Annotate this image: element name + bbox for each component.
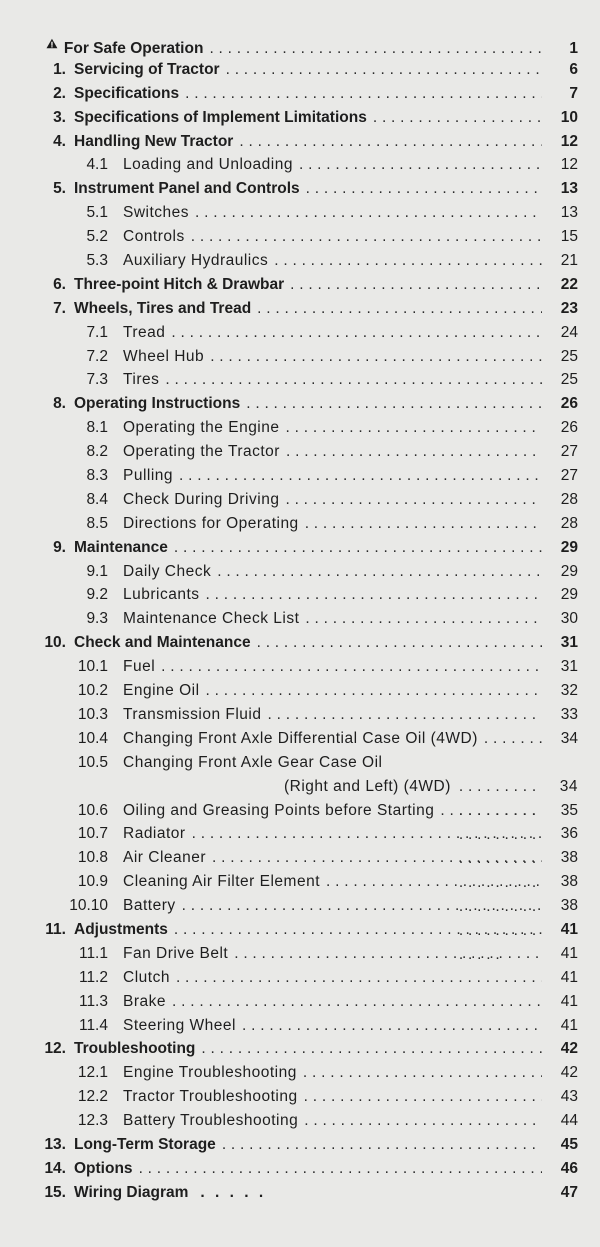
toc-number: 10.10 bbox=[69, 897, 108, 915]
toc-subsection-row bbox=[0, 225, 600, 249]
toc-page-number: 6 bbox=[569, 60, 578, 78]
toc-title: Wheel Hub bbox=[123, 347, 205, 365]
dot-leader bbox=[299, 153, 542, 177]
toc-number: 8.3 bbox=[86, 467, 108, 485]
dot-leader bbox=[226, 58, 542, 82]
toc-number: 12. bbox=[44, 1040, 66, 1058]
dot-leader bbox=[185, 82, 542, 106]
toc-section-row bbox=[0, 1037, 600, 1061]
toc-title: Lubricants bbox=[123, 586, 200, 604]
toc-page-number: 32 bbox=[560, 682, 578, 700]
dot-leader bbox=[304, 1109, 542, 1133]
dot-leader bbox=[217, 560, 542, 584]
toc-number: 10.8 bbox=[77, 849, 108, 867]
toc-number: 10.6 bbox=[77, 801, 108, 819]
dot-leader bbox=[484, 727, 542, 751]
toc-subsection-row bbox=[0, 1014, 600, 1038]
toc-number: 10. bbox=[44, 634, 66, 652]
toc-number: 11.3 bbox=[78, 992, 108, 1010]
toc-title: Changing Front Axle Differential Case Oil (4WD) bbox=[123, 729, 478, 747]
toc-page-number: 28 bbox=[560, 490, 578, 508]
toc-number: 10.1 bbox=[77, 658, 108, 676]
toc-page-number: 25 bbox=[560, 371, 578, 389]
toc-number: 12.2 bbox=[77, 1088, 108, 1106]
toc-subsection-row bbox=[0, 321, 600, 345]
toc-title: Check and Maintenance bbox=[74, 634, 251, 652]
toc-title: Air Cleaner bbox=[123, 849, 207, 867]
dot-leader bbox=[257, 297, 542, 321]
toc-section-row bbox=[0, 106, 600, 130]
toc-title: Specifications bbox=[74, 84, 180, 102]
toc-subsection-row bbox=[0, 679, 600, 703]
toc-title: Transmission Fluid bbox=[123, 705, 262, 723]
dot-leader bbox=[268, 703, 543, 727]
toc-page-number: 41 bbox=[560, 992, 578, 1010]
toc-title: Engine Troubleshooting bbox=[123, 1064, 297, 1082]
dot-leader bbox=[212, 846, 542, 870]
dot-leader bbox=[174, 536, 542, 560]
toc-title: Maintenance bbox=[74, 538, 168, 556]
toc-title: Servicing of Tractor bbox=[74, 60, 220, 78]
dot-leader bbox=[182, 894, 542, 918]
toc-title: Instrument Panel and Controls bbox=[74, 180, 300, 198]
toc-page-number: 42 bbox=[560, 1040, 578, 1058]
toc-title: Tractor Troubleshooting bbox=[123, 1088, 298, 1106]
toc-page-number: 34 bbox=[559, 777, 578, 795]
toc-page-number: 41 bbox=[560, 920, 578, 938]
toc-section-row bbox=[0, 297, 600, 321]
toc-subsection-row bbox=[0, 751, 600, 775]
toc-number: 8.1 bbox=[86, 419, 108, 437]
toc-section-row bbox=[0, 130, 600, 154]
dot-leader bbox=[303, 1061, 542, 1085]
dot-leader bbox=[192, 822, 542, 846]
dot-leader bbox=[305, 512, 542, 536]
toc-title: Daily Check bbox=[123, 562, 212, 580]
toc-subsection-row bbox=[0, 822, 600, 846]
toc-page-number: 30 bbox=[560, 610, 578, 628]
toc-number: 12.1 bbox=[77, 1064, 108, 1082]
dot-leader bbox=[172, 990, 542, 1014]
toc-title: Tires bbox=[123, 371, 160, 389]
toc-page-number: 38 bbox=[560, 873, 578, 891]
toc-page-number: 23 bbox=[560, 299, 578, 317]
toc-title: Maintenance Check List bbox=[123, 610, 300, 628]
toc-page-number: 1 bbox=[569, 40, 578, 57]
toc-page-number: 25 bbox=[560, 347, 578, 365]
toc-title: Tread bbox=[123, 323, 166, 341]
toc-section-row bbox=[0, 273, 600, 297]
toc-page-number: 29 bbox=[560, 538, 578, 556]
toc-section-row bbox=[0, 918, 600, 942]
toc-section-row bbox=[0, 58, 600, 82]
dot-leader bbox=[306, 177, 542, 201]
toc-number: 8.2 bbox=[86, 443, 108, 461]
dot-leader bbox=[171, 321, 542, 345]
toc-title: Loading and Unloading bbox=[123, 156, 293, 174]
dot-leader bbox=[179, 464, 542, 488]
toc-number: 14. bbox=[44, 1159, 66, 1177]
toc-page-number: 33 bbox=[560, 705, 578, 723]
toc-page-number: 12 bbox=[560, 156, 578, 174]
toc-subsection-row bbox=[0, 416, 600, 440]
toc-title: Fan Drive Belt bbox=[123, 944, 229, 962]
dot-leader bbox=[165, 368, 542, 392]
toc-title: Engine Oil bbox=[123, 682, 200, 700]
toc-title: Clutch bbox=[123, 968, 170, 986]
dot-leader bbox=[139, 1157, 542, 1181]
toc-page-number: 31 bbox=[560, 634, 578, 652]
dot-leader bbox=[285, 488, 542, 512]
toc-title: Directions for Operating bbox=[123, 514, 299, 532]
toc-number: 7.3 bbox=[86, 371, 108, 389]
toc-number: 10.9 bbox=[77, 873, 108, 891]
toc-number: 4. bbox=[53, 132, 66, 150]
toc-title: Wiring Diagram bbox=[74, 1183, 189, 1201]
toc-title: Radiator bbox=[123, 825, 186, 843]
dot-leader bbox=[440, 799, 542, 823]
toc-title: Auxiliary Hydraulics bbox=[123, 252, 269, 270]
toc-title: Three-point Hitch & Drawbar bbox=[74, 275, 285, 293]
toc-title: Long-Term Storage bbox=[74, 1135, 216, 1153]
toc-page-number: 10 bbox=[560, 108, 578, 126]
toc-number: 9.2 bbox=[86, 586, 108, 604]
toc-page-number: 24 bbox=[560, 323, 578, 341]
toc-title: Cleaning Air Filter Element bbox=[123, 873, 320, 891]
toc-number: 8. bbox=[53, 395, 66, 413]
toc-subsection-row bbox=[0, 583, 600, 607]
toc-subsection-row bbox=[0, 1061, 600, 1085]
toc-subsection-row bbox=[0, 870, 600, 894]
toc-number: 2. bbox=[53, 84, 66, 102]
toc-number: 8.5 bbox=[86, 514, 108, 532]
toc-number: 7. bbox=[53, 299, 66, 317]
toc-number: 5.3 bbox=[86, 252, 108, 270]
toc-number: 5.2 bbox=[86, 228, 108, 246]
toc-number: 4.1 bbox=[86, 156, 108, 174]
toc-subsection-row bbox=[0, 655, 600, 679]
toc-page-number: 31 bbox=[560, 658, 578, 676]
toc-number: 7.1 bbox=[86, 323, 108, 341]
dot-leader bbox=[326, 870, 542, 894]
toc-page-number: 41 bbox=[560, 944, 578, 962]
toc-title: Troubleshooting bbox=[74, 1040, 196, 1058]
toc-title: Handling New Tractor bbox=[74, 132, 234, 150]
dot-leader bbox=[161, 655, 542, 679]
toc-subsection-row bbox=[0, 894, 600, 918]
toc-title: Changing Front Axle Gear Case Oil bbox=[123, 753, 383, 771]
toc-number: 9. bbox=[53, 538, 66, 556]
toc-page-number: 7 bbox=[569, 84, 578, 102]
toc-subsection-row bbox=[0, 249, 600, 273]
toc-title: Fuel bbox=[123, 658, 156, 676]
toc-subsection-row bbox=[0, 368, 600, 392]
toc-page-number: 38 bbox=[560, 849, 578, 867]
toc-page-number: 41 bbox=[560, 968, 578, 986]
toc-subsection-row bbox=[0, 488, 600, 512]
toc-page-number: 43 bbox=[560, 1088, 578, 1106]
toc-number: 5.1 bbox=[86, 204, 108, 222]
toc-title-continuation: (Right and Left) (4WD) bbox=[284, 777, 451, 795]
toc-page-number: 44 bbox=[560, 1112, 578, 1130]
toc-subsection-row bbox=[0, 727, 600, 751]
toc-page-number: 41 bbox=[560, 1016, 578, 1034]
dot-leader bbox=[195, 201, 542, 225]
dot-leader bbox=[274, 249, 542, 273]
toc-page-number: 28 bbox=[560, 514, 578, 532]
dot-leader bbox=[210, 345, 542, 369]
toc-number: 8.4 bbox=[86, 490, 108, 508]
dot-leader bbox=[201, 1037, 542, 1061]
dot-leader bbox=[239, 130, 542, 154]
dot-leader bbox=[286, 440, 542, 464]
toc-number: 1. bbox=[53, 60, 66, 78]
dot-leader bbox=[257, 631, 542, 655]
toc-title: Controls bbox=[123, 228, 185, 246]
toc-number: 11.1 bbox=[78, 944, 108, 962]
toc-subsection-row bbox=[0, 345, 600, 369]
toc-subsection-row bbox=[0, 607, 600, 631]
toc-title: Brake bbox=[123, 992, 166, 1010]
dot-leader bbox=[206, 583, 542, 607]
dot-leader bbox=[234, 942, 542, 966]
toc-number: 10.3 bbox=[77, 705, 108, 723]
toc-subsection-row bbox=[0, 440, 600, 464]
toc-number: 12.3 bbox=[77, 1112, 108, 1130]
toc-page-number: 12 bbox=[560, 132, 578, 150]
toc-subsection-row bbox=[0, 703, 600, 727]
dot-leader bbox=[290, 273, 542, 297]
toc-section-row bbox=[0, 34, 600, 58]
toc-number: 10.7 bbox=[77, 825, 108, 843]
toc-number: 5. bbox=[53, 180, 66, 198]
toc-section-row bbox=[0, 1133, 600, 1157]
dot-leader bbox=[191, 225, 542, 249]
toc-subsection-row bbox=[0, 153, 600, 177]
toc-number: 9.3 bbox=[86, 610, 108, 628]
toc-subsection-row bbox=[0, 1085, 600, 1109]
toc-title: Operating Instructions bbox=[74, 395, 241, 413]
dot-leader bbox=[222, 1133, 542, 1157]
toc-number: 15. bbox=[44, 1183, 66, 1201]
toc-number: 6. bbox=[53, 275, 66, 293]
toc-page-number: 21 bbox=[560, 252, 578, 270]
toc-subsection-row bbox=[0, 846, 600, 870]
toc-page-number: 46 bbox=[560, 1159, 578, 1177]
dot-leader bbox=[304, 1085, 542, 1109]
toc-section-row bbox=[0, 631, 600, 655]
toc-page-number: 35 bbox=[560, 801, 578, 819]
toc-title: Operating the Tractor bbox=[123, 443, 280, 461]
toc-title: Operating the Engine bbox=[123, 419, 280, 437]
dot-leader bbox=[373, 106, 542, 130]
toc-title: Wheels, Tires and Tread bbox=[74, 299, 252, 317]
toc-page-number: 47 bbox=[560, 1183, 578, 1201]
toc-number: 10.2 bbox=[77, 682, 108, 700]
toc-subsection-row bbox=[0, 512, 600, 536]
toc-page-number: 45 bbox=[560, 1135, 578, 1153]
warning-icon bbox=[46, 34, 58, 53]
toc-page-number: 29 bbox=[560, 562, 578, 580]
toc-title: Pulling bbox=[123, 467, 174, 485]
toc-number: 3. bbox=[53, 108, 66, 126]
toc-section-row bbox=[0, 1181, 600, 1205]
toc-page-number: 27 bbox=[560, 467, 578, 485]
toc-page-number: 15 bbox=[560, 228, 578, 246]
toc-title: Battery Troubleshooting bbox=[123, 1112, 299, 1130]
toc-title: Oiling and Greasing Points before Starting bbox=[123, 801, 435, 819]
toc-page-number: 42 bbox=[560, 1064, 578, 1082]
toc-section-row bbox=[0, 1157, 600, 1181]
toc-title: Switches bbox=[123, 204, 190, 222]
toc-page-number: 13 bbox=[560, 180, 578, 198]
toc-page-number: 26 bbox=[560, 419, 578, 437]
toc-number: 10.5 bbox=[77, 753, 108, 771]
toc-number: 11.4 bbox=[78, 1016, 108, 1034]
toc-subsection-row bbox=[0, 464, 600, 488]
toc-subsection-row bbox=[0, 990, 600, 1014]
toc-title: Specifications of Implement Limitations bbox=[74, 108, 367, 126]
dot-leader bbox=[305, 607, 542, 631]
toc-number: 11. bbox=[45, 920, 66, 938]
dot-leader bbox=[206, 679, 542, 703]
toc-page-number: 22 bbox=[560, 275, 578, 293]
toc-subsection-row bbox=[0, 560, 600, 584]
toc-title: Options bbox=[74, 1159, 133, 1177]
toc-title: Steering Wheel bbox=[123, 1016, 236, 1034]
toc-section-row bbox=[0, 536, 600, 560]
dot-leader bbox=[242, 1014, 542, 1038]
dot-leader bbox=[286, 416, 543, 440]
toc-subsection-row bbox=[0, 201, 600, 225]
toc-page-number: 13 bbox=[560, 204, 578, 222]
toc-number: 11.2 bbox=[78, 968, 108, 986]
toc-page-number: 29 bbox=[560, 586, 578, 604]
toc-section-row bbox=[0, 82, 600, 106]
toc-page-number: 38 bbox=[560, 897, 578, 915]
toc-title: Battery bbox=[123, 897, 176, 915]
toc-title: For Safe Operation bbox=[63, 40, 204, 57]
toc-subsection-row bbox=[0, 966, 600, 990]
dot-leader bbox=[246, 392, 542, 416]
toc-page-number: 34 bbox=[560, 729, 578, 747]
toc-number: 9.1 bbox=[86, 562, 108, 580]
toc-title: Check During Driving bbox=[123, 490, 280, 508]
toc-number: 13. bbox=[44, 1135, 66, 1153]
toc-page-number: 36 bbox=[560, 825, 578, 843]
toc-subsection-row bbox=[0, 1109, 600, 1133]
toc-page-number: 27 bbox=[560, 443, 578, 461]
toc-subsection-row bbox=[0, 799, 600, 823]
toc-section-row bbox=[0, 177, 600, 201]
toc-title: Adjustments bbox=[74, 920, 168, 938]
toc-number: 10.4 bbox=[77, 729, 108, 747]
toc-subsection-continuation bbox=[0, 775, 600, 799]
toc-number: 7.2 bbox=[86, 347, 108, 365]
toc-section-row bbox=[0, 392, 600, 416]
dot-leader bbox=[176, 966, 542, 990]
toc-subsection-row bbox=[0, 942, 600, 966]
toc-page-number: 26 bbox=[560, 395, 578, 413]
dot-leader bbox=[174, 918, 542, 942]
dot-leader: . . . . . bbox=[200, 1183, 267, 1201]
